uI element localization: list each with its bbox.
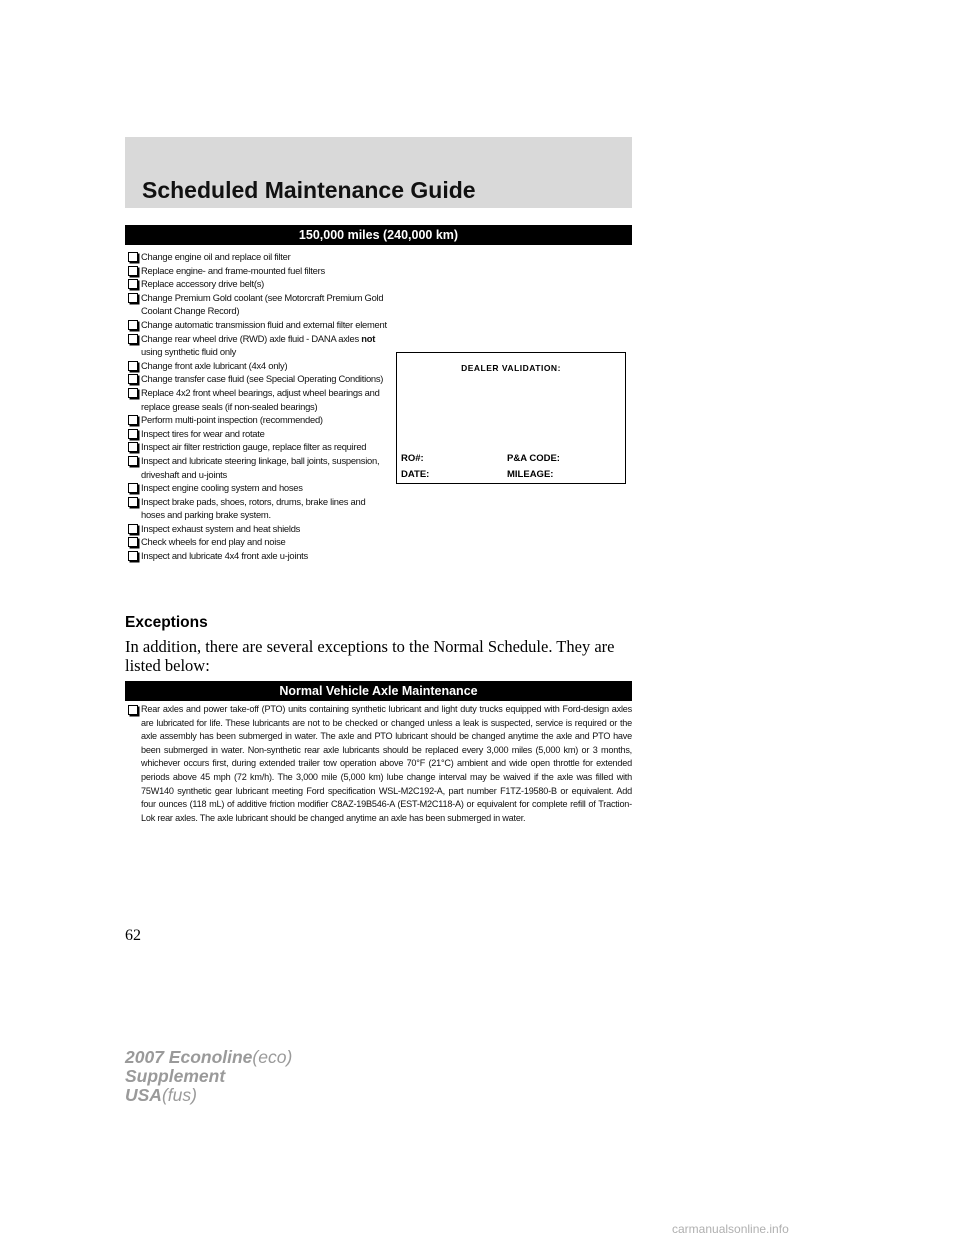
checkbox-icon[interactable]	[128, 456, 138, 466]
checkbox-icon[interactable]	[128, 442, 138, 452]
checkbox-icon[interactable]	[128, 252, 138, 262]
checkbox-icon[interactable]	[128, 334, 138, 344]
footer-market: USA	[125, 1085, 162, 1105]
checklist-item: Check wheels for end play and noise	[127, 535, 391, 549]
page-title: Scheduled Maintenance Guide	[142, 177, 476, 203]
checklist-item: Change Premium Gold coolant (see Motorcraft Premium Gold Coolant Change Record)	[127, 291, 391, 318]
checkbox-icon[interactable]	[128, 266, 138, 276]
ro-number-label: RO#:	[401, 453, 424, 464]
checklist-item: Inspect exhaust system and heat shields	[127, 522, 391, 536]
footer-market-code: (fus)	[161, 1085, 197, 1105]
footer-model: 2007 Econoline	[125, 1047, 253, 1067]
checklist-item: Change automatic transmission fluid and external filter element	[127, 318, 391, 332]
checklist-item: Inspect engine cooling system and hoses	[127, 481, 391, 495]
checklist-item: Change transfer case fluid (see Special Operating Conditions)	[127, 372, 391, 386]
checklist-item: Inspect air filter restriction gauge, replace filter as required	[127, 440, 391, 454]
checkbox-icon[interactable]	[128, 551, 138, 561]
dealer-validation-title: DEALER VALIDATION:	[461, 363, 561, 373]
pa-code-label: P&A CODE:	[507, 453, 560, 464]
emphasis-not: not	[361, 332, 376, 344]
page-number: 62	[125, 927, 141, 944]
checkbox-icon[interactable]	[128, 388, 138, 398]
checkbox-icon[interactable]	[128, 320, 138, 330]
checklist-item: Inspect and lubricate 4x4 front axle u-joints	[127, 549, 391, 563]
checkbox-icon[interactable]	[128, 374, 138, 384]
maintenance-checklist	[127, 250, 391, 563]
axle-maintenance-item	[127, 703, 632, 825]
checkbox-icon[interactable]	[128, 524, 138, 534]
mileage-label: MILEAGE:	[507, 469, 554, 480]
checklist-item: Inspect brake pads, shoes, rotors, drums, brake lines and hoses and parking brake system.	[127, 495, 391, 522]
date-label: DATE:	[401, 469, 430, 480]
checkbox-icon[interactable]	[128, 537, 138, 547]
axle-maintenance-text: Rear axles and power take-off (PTO) units containing synthetic lubricant and light duty trucks equipped with Ford-design axles are lubricated for life. These lubricants are not to be checked or changed unless a leak is suspected, service is required or the axle assembly has been submerged in water. The axle and PTO lubricant should be changed anytime the axle and PTO have been submerged in water. Non-synthetic rear axle lubricants should be replaced every 3,000 miles (5,000 km) or 3 months, whichever occurs first, during extended trailer tow operation above 70°F (21°C) ambient and wide open throttle for extended periods above 45 mph (72 km/h). The 3,000 mile (5,000 km) lube change interval may be waived if the axle was filled with 75W140 synthetic gear lubricant meeting Ford specification WSL-M2C192-A, part number F1TZ-19580-B or equivalent. Add four ounces (118 mL) of additive friction modifier C8AZ-19B546-A (EST-M2C118-A) or equivalent for complete refill of Traction-Lok rear axles. The axle lubricant should be changed anytime an axle has been submerged in water.	[141, 704, 632, 823]
checkbox-icon[interactable]	[128, 705, 138, 715]
checklist-item: Replace accessory drive belt(s)	[127, 277, 391, 291]
checklist-item: Replace 4x2 front wheel bearings, adjust wheel bearings and replace grease seals (if non-sealed bearings)	[127, 386, 391, 413]
footer-model-info	[125, 1048, 292, 1105]
checklist-item: Inspect and lubricate steering linkage, ball joints, suspension, driveshaft and u-joints	[127, 454, 391, 481]
checkbox-icon[interactable]	[128, 279, 138, 289]
footer-model-code: (eco)	[252, 1047, 293, 1067]
checklist-item: Inspect tires for wear and rotate	[127, 427, 391, 441]
watermark: carmanualsonline.info	[672, 1222, 789, 1236]
checklist-item: Change front axle lubricant (4x4 only)	[127, 359, 391, 373]
dealer-validation-box	[396, 352, 626, 484]
checkbox-icon[interactable]	[128, 429, 138, 439]
schedule-title-bar: 150,000 miles (240,000 km)	[125, 225, 632, 245]
checklist-item: Change engine oil and replace oil filter	[127, 250, 391, 264]
checklist-item: Replace engine- and frame-mounted fuel filters	[127, 264, 391, 278]
footer-supplement: Supplement	[125, 1066, 226, 1086]
exceptions-intro: In addition, there are several exceptions to the Normal Schedule. They are listed below:	[125, 637, 615, 675]
exceptions-heading: Exceptions	[125, 614, 208, 631]
checkbox-icon[interactable]	[128, 361, 138, 371]
checkbox-icon[interactable]	[128, 293, 138, 303]
checklist-item: Change rear wheel drive (RWD) axle fluid - DANA axles not using synthetic fluid only	[127, 332, 391, 359]
checkbox-icon[interactable]	[128, 483, 138, 493]
checkbox-icon[interactable]	[128, 497, 138, 507]
checklist-item: Perform multi-point inspection (recommended)	[127, 413, 391, 427]
axle-maintenance-title-bar: Normal Vehicle Axle Maintenance	[125, 681, 632, 701]
checkbox-icon[interactable]	[128, 415, 138, 425]
